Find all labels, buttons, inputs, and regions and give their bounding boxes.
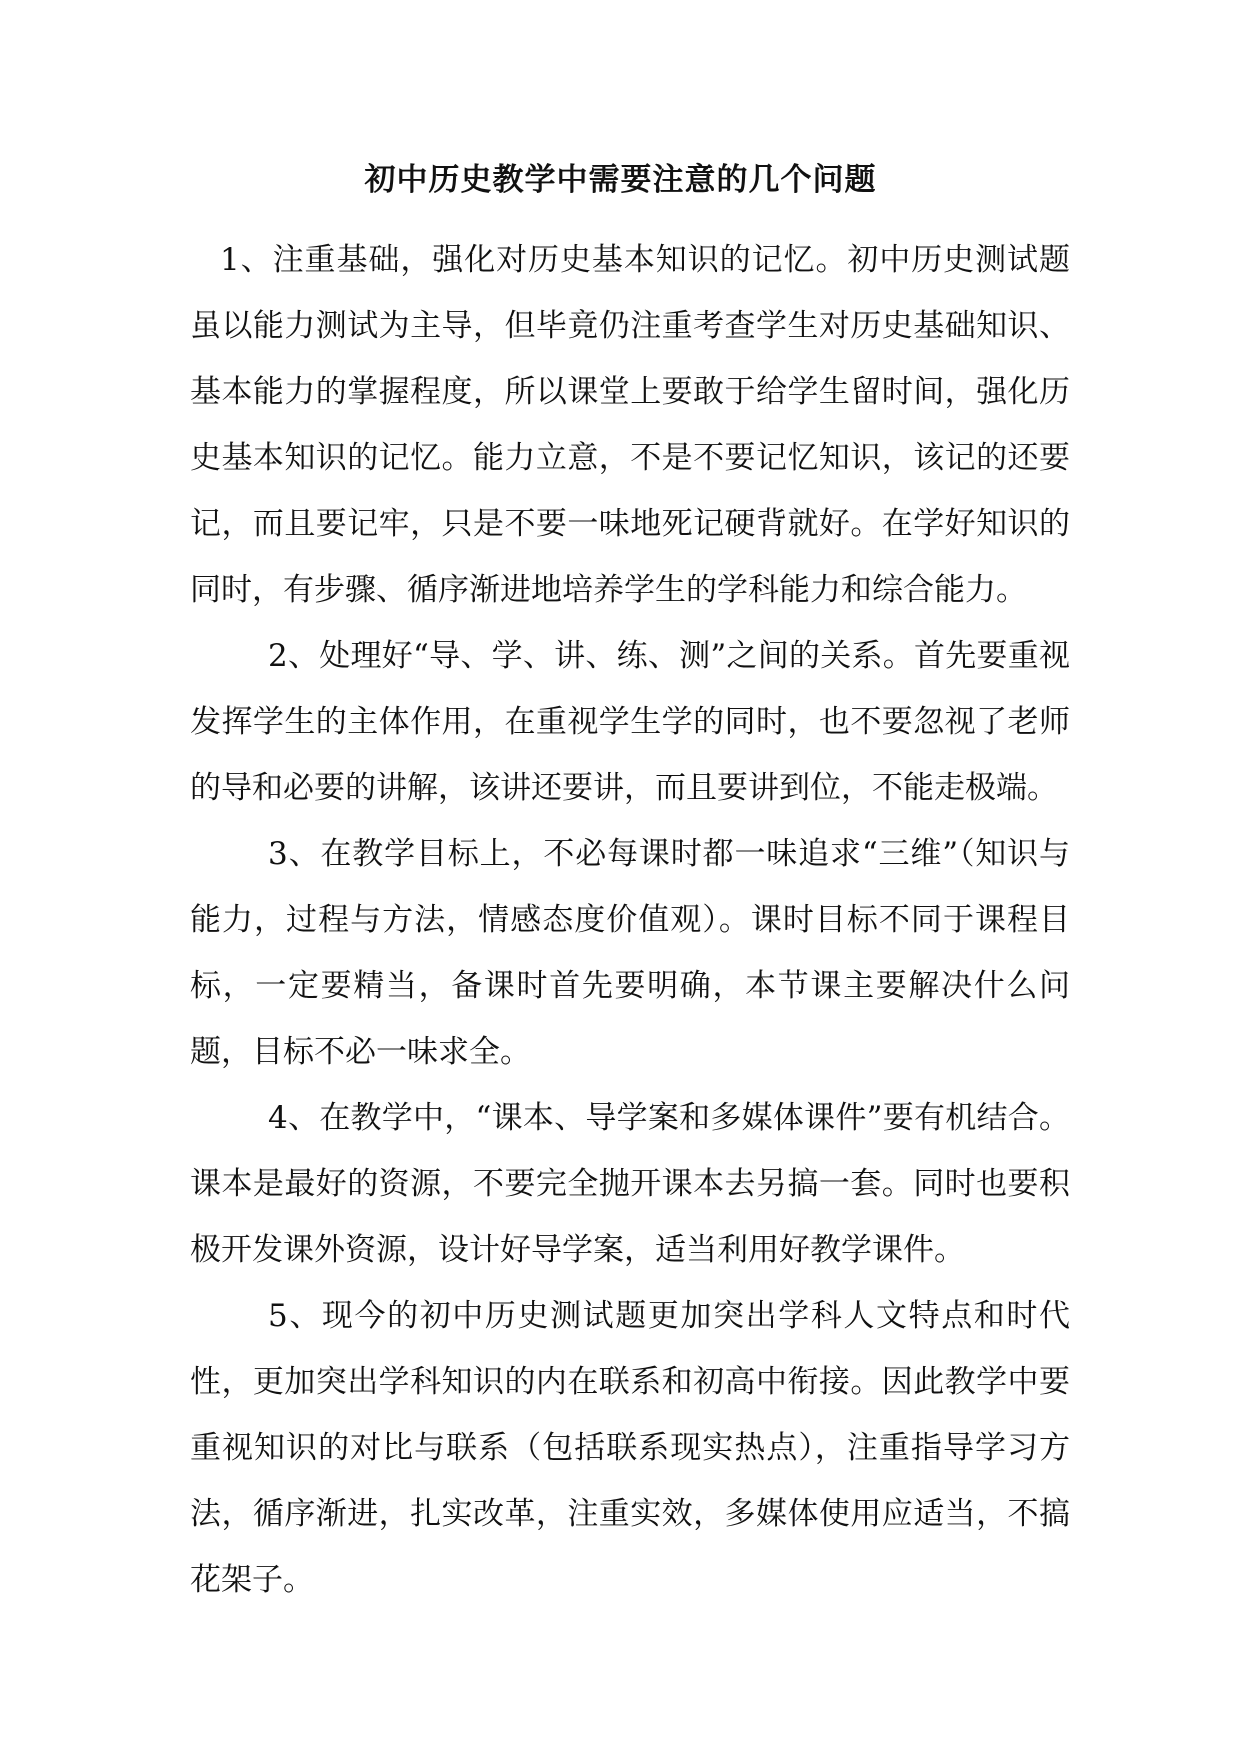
paragraph-5: 5、现今的初中历史测试题更加突出学科人文特点和时代性，更加突出学科知识的内在联系和初高中衔接。因此教学中要重视知识的对比与联系（包括联系现实热点），注重指导学习方法，循序渐进，扎实改革，注重实效，多媒体使用应适当，不搞花架子。 — [190, 1298, 1070, 1598]
paragraph-2: 2、处理好“导、学、讲、练、测”之间的关系。首先要重视发挥学生的主体作用，在重视学生学的同时，也不要忽视了老师的导和必要的讲解，该讲还要讲，而且要讲到位，不能走极端。 — [190, 638, 1070, 806]
page-title: 初中历史教学中需要注意的几个问题 — [364, 162, 877, 198]
document-body — [190, 227, 1070, 1613]
paragraph-3: 3、在教学目标上，不必每课时都一味追求“三维”（知识与能力，过程与方法，情感态度价值观）。课时目标不同于课程目标，一定要精当，备课时首先要明确，本节课主要解决什么问题，目标不必一味求全。 — [190, 836, 1070, 1070]
paragraph-4: 4、在教学中，“课本、导学案和多媒体课件”要有机结合。课本是最好的资源，不要完全抛开课本去另搞一套。同时也要积极开发课外资源，设计好导学案，适当利用好教学课件。 — [190, 1100, 1070, 1268]
paragraph-1: 1、注重基础，强化对历史基本知识的记忆。初中历史测试题虽以能力测试为主导，但毕竟仍注重考查学生对历史基础知识、基本能力的掌握程度，所以课堂上要敢于给学生留时间，强化历史基本知识的记忆。能力立意，不是不要记忆知识，该记的还要记，而且要记牢，只是不要一味地死记硬背就好。在学好知识的同时，有步骤、循序渐进地培养学生的学科能力和综合能力。 — [190, 242, 1070, 608]
